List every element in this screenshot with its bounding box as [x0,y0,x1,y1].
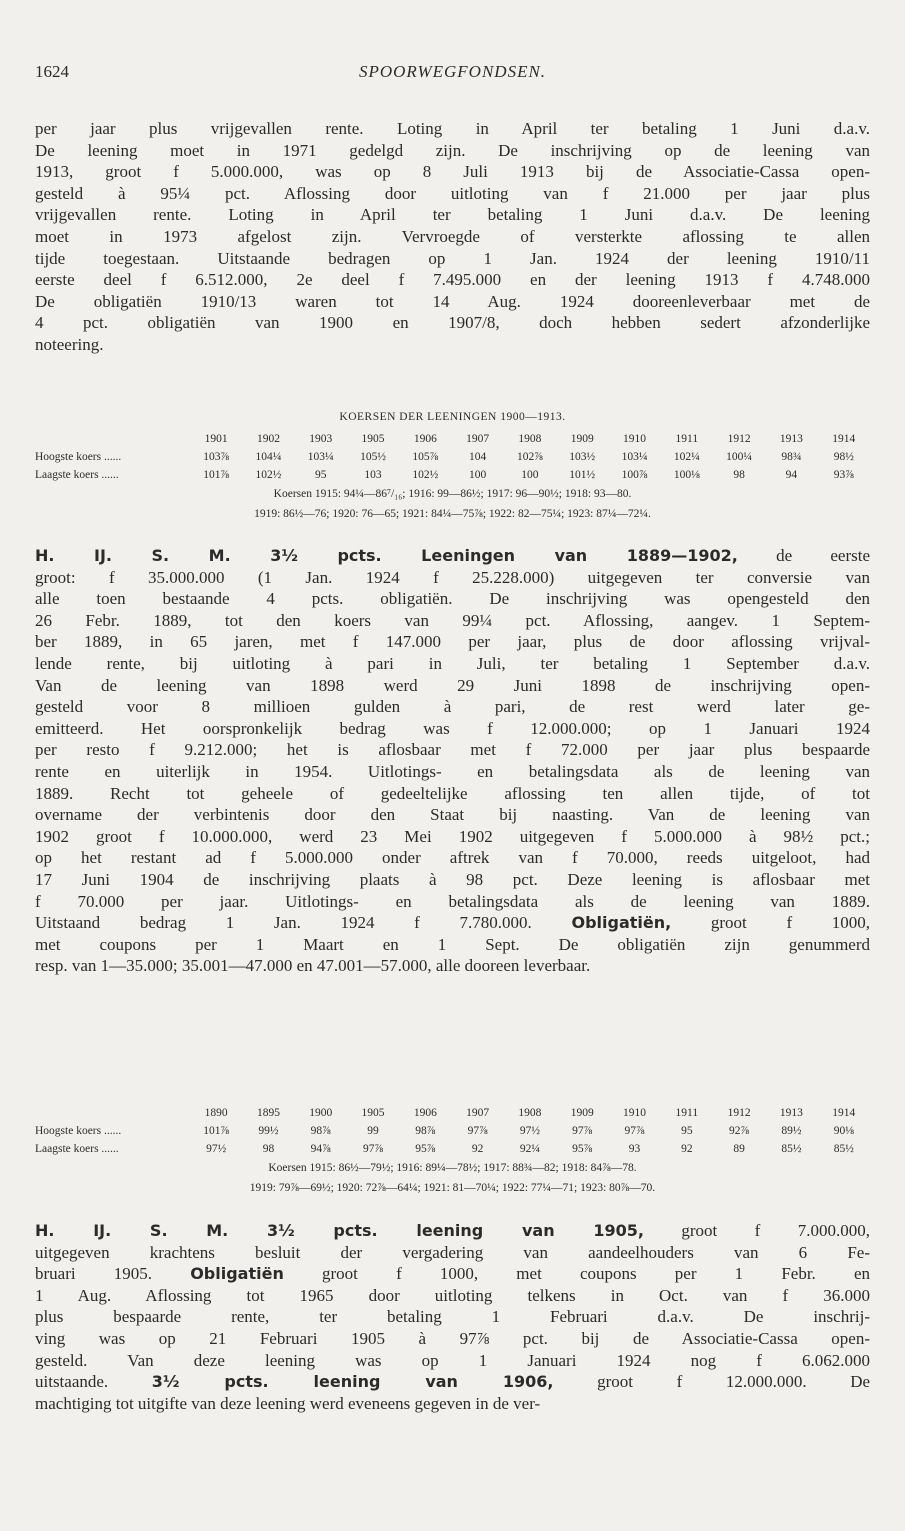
table-caption: KOERSEN DER LEENINGEN 1900—1913. [339,411,566,423]
value-cell: 98 [733,469,745,481]
year-row [35,1104,870,1122]
year-cell: 1907 [466,433,490,445]
value-cell: 97⅞ [362,1143,384,1155]
year-cell: 1909 [570,1107,594,1119]
text-line: per jaar plus vrijgevallen rente. Loting in April ter betaling 1 Juni d.a.v. [35,119,870,138]
year-cell: 1909 [570,433,594,445]
text-line: moet in 1973 afgelost zijn. Vervroegde of versterkte aflossing te allen [35,226,870,246]
text-line: gesteld à 95¼ pct. Aflossing door uitloting van f 21.000 per jaar plus [35,183,870,203]
value-cell: 105½ [360,451,386,463]
year-cell: 1910 [623,1107,647,1119]
year-cell: 1911 [675,1107,699,1119]
value-cell: 101⅞ [203,1125,230,1137]
text-line: lende rente, bij uitloting à pari in Juli, ter betaling 1 September d.a.v. [35,653,870,673]
value-cell: 101⅞ [203,469,230,481]
row-label: Hoogste koers ...... [35,451,122,463]
text-line: ving was op 21 Februari 1905 à 97⅞ pct. bij de Associatie-Cassa open- [35,1328,870,1348]
text-line [35,912,870,934]
value-cell: 98¾ [781,451,802,463]
paragraph-leening-1910-13 [35,118,870,356]
value-cell: 97⅞ [467,1125,488,1137]
year-cell: 1895 [256,1107,280,1119]
row-label: Hoogste koers ...... [35,1125,122,1137]
text-line: 1913, groot f 5.000.000, was op 8 Juli 1913 bij de Associatie-Cassa open- [35,162,870,182]
text-run: uitstaande. [35,1372,109,1392]
paragraph-leening-1905 [35,1220,870,1414]
text-line: noteering. [35,334,104,354]
year-cell: 1907 [466,1107,490,1119]
text-line: resp. van 1—35.000; 35.001—47.000 en 47.001—57.000, alle dooreen leverbaar. [35,956,591,976]
text-line: ber 1889, in 65 jaren, met f 147.000 per jaar, plus de door aflossing vrijval- [35,632,870,652]
year-cell: 1914 [832,433,856,445]
text-line: De leening moet in 1971 gedelgd zijn. De inschrijving op de leening van [35,140,870,160]
page-header [35,62,870,86]
value-cell: 97½ [206,1143,227,1155]
value-cell: 93⅞ [833,469,854,481]
text-line: tijde toegestaan. Uitstaande bedragen op 1 Jan. 1924 der leening 1910/11 [35,248,870,268]
year-cell: 1913 [779,1107,803,1119]
laagste-row [35,466,870,484]
value-cell: 92 [471,1143,484,1155]
value-cell: 97⅞ [624,1125,645,1137]
value-cell: 103 [364,469,382,481]
koersen-table-1 [35,430,870,484]
value-cell: 89 [733,1143,745,1155]
value-cell: 97½ [519,1125,540,1137]
value-cell: 103¼ [621,451,648,463]
text-run: groot f 12.000.000. [597,1372,807,1392]
year-cell: 1905 [361,433,385,445]
text-line: 17 Juni 1904 de inschrijving plaats à 98 pct. Deze leening is aflosbaar met [35,869,870,889]
year-cell: 1890 [204,1107,228,1119]
value-cell: 93 [628,1143,641,1155]
section-heading: Obligatiën, [571,913,672,933]
text-run: bruari 1905. [35,1264,153,1284]
text-line: alle toen bestaande 4 pcts. obligatiën. De inschrijving was opengesteld den [35,589,870,609]
row-label: Laagste koers ...... [35,469,119,481]
value-cell: 99 [367,1125,379,1137]
year-cell: 1908 [518,1107,542,1119]
text-line: gesteld voor 8 millioen gulden à pari, de rest werd later ge- [35,697,870,717]
value-cell: 89½ [781,1125,802,1137]
page-number: 1624 [35,62,69,81]
year-cell: 1902 [256,433,280,445]
value-cell: 102½ [412,469,439,481]
value-cell: 95⅞ [572,1143,593,1155]
value-cell: 85½ [833,1143,854,1155]
text-line: met coupons per 1 Maart en 1 Sept. De obligatiën zijn genummerd [35,934,870,954]
value-cell: 103¼ [307,451,334,463]
text-line: groot: f 35.000.000 (1 Jan. 1924 f 25.228.000) uitgegeven ter conversie van [35,567,870,587]
text-line [35,545,870,567]
text-line: op het restant ad f 5.000.000 onder aftrek van f 70.000, reeds uitgeloot, had [35,848,870,868]
value-cell: 102½ [255,469,282,481]
text-line: Van de leening van 1898 werd 29 Juni 1898 de inschrijving open- [35,675,870,695]
value-cell: 92 [681,1143,693,1155]
year-cell: 1901 [204,433,228,445]
koersen-line: Koersen 1915: 94¼—86⁷/₁₆; 1916: 99—86½; 1917: 96—90½; 1918: 93—80. [273,488,632,500]
value-cell: 95 [681,1125,693,1137]
year-cell: 1905 [361,1107,385,1119]
paragraph-leeningen-1889-1902 [35,545,870,977]
hoogste-row [35,1122,870,1140]
row-label: Laagste koers ...... [35,1143,119,1155]
value-cell: 104¼ [255,451,282,463]
text-run: groot f 1000, [710,913,871,933]
value-cell: 98⅞ [415,1125,436,1137]
text-line: 1 Aug. Aflossing tot 1965 door uitloting telkens in Oct. van f 36.000 [35,1285,870,1305]
text-line: vrijgevallen rente. Loting in April ter betaling 1 Juni d.a.v. De leening [35,205,870,225]
text-line: plus bespaarde rente, ter betaling 1 Februari d.a.v. De inschrij- [35,1307,870,1327]
year-cell: 1910 [623,433,647,445]
year-cell: 1900 [309,1107,333,1119]
koersen-table-2 [35,1104,870,1158]
koersen-line: 1919: 79⅞—69½; 1920: 72⅞—64¼; 1921: 81—70¼; 1922: 77¼—71; 1923: 80⅞—70. [249,1182,656,1194]
section-heading: 3½ pcts. leening van 1906, [151,1372,554,1392]
label-cell [35,1104,190,1122]
text-run: groot f 7.000.000, [681,1221,871,1240]
year-cell: 1912 [727,433,751,445]
value-cell: 100 [521,469,539,481]
koersen-line: 1919: 86½—76; 1920: 76—65; 1921: 84¼—75⅞; 1922: 82—75¼; 1923: 87¼—72¼. [254,508,651,520]
text-line: rente en uiterlijk in 1954. Uitlotings- en betalingsdata als de leening van [35,761,870,781]
text-run: groot f 1000, met coupons per 1 Febr. en [322,1264,871,1284]
text-line: overname der verbintenis door den Staat bij naasting. Van de leening van [35,805,870,825]
year-cell: 1903 [309,433,333,445]
text-line: gesteld. Van deze leening was op 1 Januari 1924 nog f 6.062.000 [35,1350,870,1370]
hoogste-row [35,448,870,466]
value-cell: 95 [314,469,327,481]
value-cell: 103⅞ [203,451,230,463]
year-cell: 1908 [518,433,542,445]
text-line: De obligatiën 1910/13 waren tot 14 Aug. 1924 dooreenleverbaar met de [35,291,870,311]
value-cell: 101½ [569,469,596,481]
text-line: 1889. Recht tot geheele of gedeeltelijke aflossing ten allen tijde, of tot [35,783,870,803]
value-cell: 90⅛ [833,1125,854,1137]
value-cell: 104 [469,451,487,463]
value-cell: 94 [785,469,798,481]
running-title: SPOORWEGFONDSEN. [358,62,547,81]
text-line: eerste deel f 6.512.000, 2e deel f 7.495.000 en der leening 1913 f 4.748.000 [35,270,870,290]
value-cell: 97⅞ [572,1125,593,1137]
value-cell: 100⅞ [621,469,648,481]
value-cell: 94⅞ [310,1143,331,1155]
text-line: 26 Febr. 1889, tot den koers van 99¼ pct. Aflossing, aangev. 1 Septem- [35,610,870,630]
section-heading: H. IJ. S. M. 3½ pcts. Leeningen van 1889—1902, [35,546,738,565]
value-cell: 95⅞ [415,1143,436,1155]
label-cell [35,430,190,448]
year-cell: 1912 [727,1107,751,1119]
value-cell: 92¼ [519,1143,540,1155]
value-cell: 102⅞ [516,451,543,463]
text-line: per resto f 9.212.000; het is aflosbaar met f 72.000 per jaar plus bespaarde [35,740,870,760]
value-cell: 92⅞ [729,1125,750,1137]
text-run: De [850,1372,871,1392]
year-cell: 1906 [413,433,437,445]
value-cell: 103½ [569,451,596,463]
text-line: 4 pct. obligatiën van 1900 en 1907/8, doch hebben sedert afzonderlijke [35,313,870,333]
value-cell: 85½ [781,1143,802,1155]
year-cell: 1906 [413,1107,437,1119]
year-cell: 1914 [832,1107,856,1119]
section-heading: H. IJ. S. M. 3½ pcts. leening van 1905, [35,1221,644,1240]
text-line [35,1263,870,1285]
value-cell: 100¼ [726,451,753,463]
value-cell: 98⅞ [310,1125,331,1137]
text-run: Uitstaand bedrag 1 Jan. 1924 f 7.780.000. [35,913,532,933]
value-cell: 98½ [833,451,854,463]
value-cell: 98 [262,1143,275,1155]
text-line: uitgegeven krachtens besluit der vergadering van aandeelhouders van 6 Fe- [35,1242,870,1262]
value-cell: 100 [469,469,487,481]
laagste-row [35,1140,870,1158]
value-cell: 100⅛ [673,469,700,481]
year-cell: 1911 [675,433,699,445]
value-cell: 105⅞ [412,451,439,463]
text-line: machtiging tot uitgifte van deze leening werd eveneens gegeven in de ver- [35,1393,541,1413]
koersen-line: Koersen 1915: 86½—79½; 1916: 89¼—78½; 1917: 88¾—82; 1918: 84⅞—78. [268,1162,637,1174]
value-cell: 99½ [258,1125,279,1137]
year-row [35,430,870,448]
text-run: de eerste [776,546,870,565]
section-heading: Obligatiën [190,1264,284,1284]
text-line: f 70.000 per jaar. Uitlotings- en betalingsdata als de leening van 1889. [35,891,870,911]
text-line [35,1371,870,1393]
value-cell: 102¼ [673,451,700,463]
year-cell: 1913 [779,433,803,445]
text-line: emitteerd. Het oorspronkelijk bedrag was f 12.000.000; op 1 Januari 1924 [35,718,870,738]
text-line [35,1220,870,1242]
text-line: 1902 groot f 10.000.000, werd 23 Mei 1902 uitgegeven f 5.000.000 à 98½ pct.; [35,826,870,846]
